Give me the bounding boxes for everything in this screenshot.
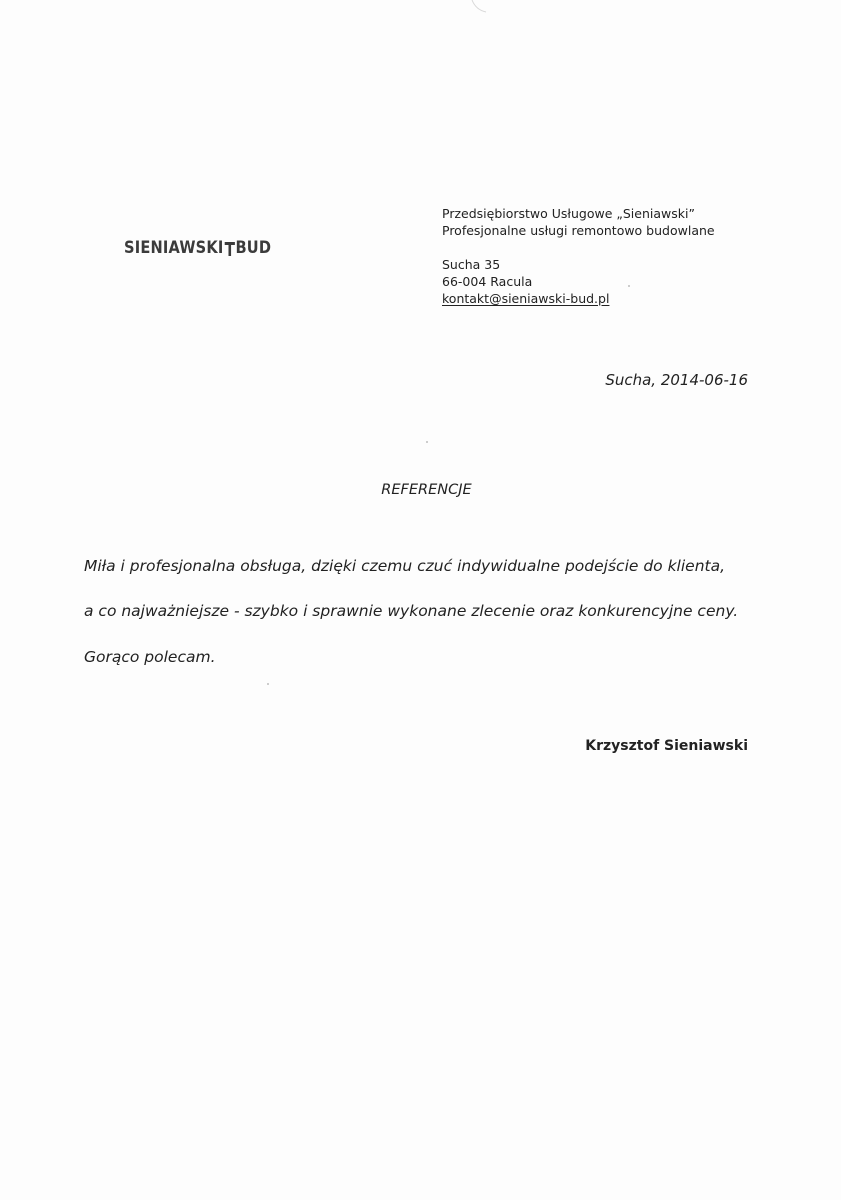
body-line: a co najważniejsze - szybko i sprawnie wykonane zlecenie oraz konkurencyjne ceny. — [84, 602, 739, 620]
address-city: 66-004 Racula — [442, 274, 533, 289]
company-tagline: Profesjonalne usługi remontowo budowlane — [442, 223, 715, 238]
logo-text-left: SIENIAWSKI — [124, 238, 224, 258]
scan-speck — [267, 683, 269, 685]
body-line: Gorąco polecam. — [84, 648, 216, 666]
company-address — [442, 256, 609, 307]
address-street: Sucha 35 — [442, 257, 501, 272]
place-and-date: Sucha, 2014-06-16 — [605, 371, 748, 389]
company-header — [442, 205, 715, 239]
email-link[interactable]: kontakt@sieniawski-bud.pl — [442, 291, 610, 306]
company-name: Przedsiębiorstwo Usługowe „Sieniawski” — [442, 206, 695, 221]
signature-name: Krzysztof Sieniawski — [585, 738, 748, 754]
document-title: REFERENCJE — [381, 482, 472, 498]
tool-mark-icon — [224, 240, 234, 256]
scan-mark-icon — [470, 0, 490, 14]
scan-speck — [628, 285, 630, 287]
body-line: Miła i profesjonalna obsługa, dzięki czemu czuć indywidualne podejście do klienta, — [84, 557, 726, 575]
company-logo — [124, 238, 271, 258]
scan-speck — [426, 441, 428, 443]
logo-text-right: BUD — [235, 238, 272, 258]
